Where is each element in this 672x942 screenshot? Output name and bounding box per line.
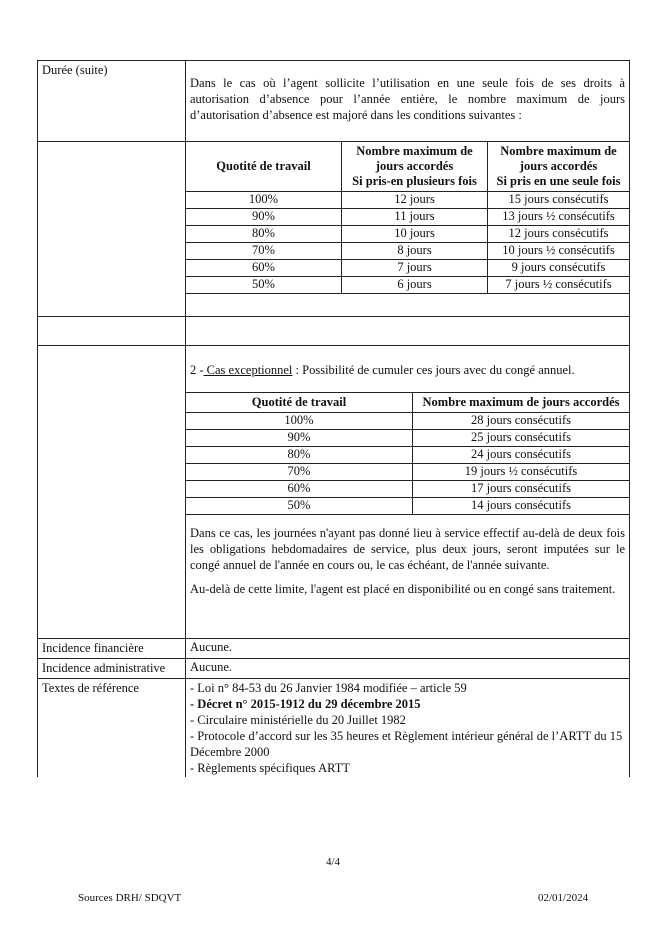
quotite-table-2 <box>186 392 629 515</box>
row-cas-exceptionnel <box>38 346 630 639</box>
row-duree <box>38 61 630 142</box>
form-table <box>37 60 630 777</box>
table-row: 70% 19 jours ½ consécutifs <box>186 464 629 481</box>
table-row: 60% 7 jours 9 jours consécutifs <box>186 260 629 277</box>
reference-item: - Loi n° 84-53 du 26 Janvier 1984 modifiée – article 59 <box>190 681 467 695</box>
value-incidence-financiere: Aucune. <box>186 639 630 659</box>
table1-header <box>186 142 629 192</box>
table2-header <box>186 393 629 413</box>
reference-item: - Circulaire ministérielle du 20 Juillet 1982 <box>190 713 406 727</box>
quotite-table-1 <box>186 142 629 294</box>
paragraph-cumul: Dans ce cas, les journées n'ayant pas donné lieu à service effectif au-delà de deux fois les obligations hebdomadaires de service, plus deux jours, seront imputées sur le congé annuel de l'année en cours ou, le cas échéant, de l'année suivante. <box>190 526 625 572</box>
t2-header-quotite: Quotité de travail <box>186 393 413 413</box>
reference-item: - Protocole d’accord sur les 35 heures et Règlement intérieur général de l’ARTT du 15 Décembre 2000 <box>190 729 623 759</box>
label-duree: Durée (suite) <box>38 61 186 142</box>
label-incidence-administrative: Incidence administrative <box>38 659 186 679</box>
table-row: 70% 8 jours 10 jours ½ consécutifs <box>186 243 629 260</box>
table-row: 80% 24 jours consécutifs <box>186 447 629 464</box>
t1-header-plusieurs: Nombre maximum de jours accordés Si pris-en plusieurs fois <box>342 142 488 192</box>
table-row: 100% 28 jours consécutifs <box>186 413 629 430</box>
t1-header-quotite: Quotité de travail <box>186 142 342 192</box>
paragraph-limite: Au-delà de cette limite, l'agent est placé en disponibilité ou en congé sans traitement. <box>190 582 616 596</box>
table-row: 60% 17 jours consécutifs <box>186 481 629 498</box>
table-row: 50% 14 jours consécutifs <box>186 498 629 515</box>
t2-header-nombre: Nombre maximum de jours accordés <box>413 393 630 413</box>
cas-exceptionnel-line: 2 - Cas exceptionnel : Possibilité de cumuler ces jours avec du congé annuel. <box>190 363 575 377</box>
t1-header-seule: Nombre maximum de jours accordés Si pris en une seule fois <box>488 142 630 192</box>
footer-source: Sources DRH/ SDQVT <box>78 892 182 904</box>
row-incidence-financiere <box>38 639 630 659</box>
cas-exceptionnel-title: Cas exceptionnel <box>203 363 293 377</box>
reference-item: - Règlements spécifiques ARTT <box>190 761 350 775</box>
row-textes-reference <box>38 679 630 778</box>
table-row: 100% 12 jours 15 jours consécutifs <box>186 192 629 209</box>
page-number: 4/4 <box>326 856 341 868</box>
table-row: 50% 6 jours 7 jours ½ consécutifs <box>186 277 629 294</box>
value-incidence-administrative: Aucune. <box>186 659 630 679</box>
footer-date: 02/01/2024 <box>538 892 589 904</box>
row-incidence-administrative <box>38 659 630 679</box>
label-textes-reference: Textes de référence <box>38 679 186 778</box>
reference-item: - Décret n° 2015-1912 du 29 décembre 2015 <box>190 697 421 711</box>
table-row: 90% 25 jours consécutifs <box>186 430 629 447</box>
duree-intro: Dans le cas où l’agent sollicite l’utilisation en une seule fois de ses droits à autorisation d’absence pour l’année entière, le nombre maximum de jours d’autorisation d’absence est majoré dans les conditions suivantes : <box>190 76 625 122</box>
row-table1 <box>38 142 630 317</box>
label-incidence-financiere: Incidence financière <box>38 639 186 659</box>
table-row: 80% 10 jours 12 jours consécutifs <box>186 226 629 243</box>
table-row: 90% 11 jours 13 jours ½ consécutifs <box>186 209 629 226</box>
